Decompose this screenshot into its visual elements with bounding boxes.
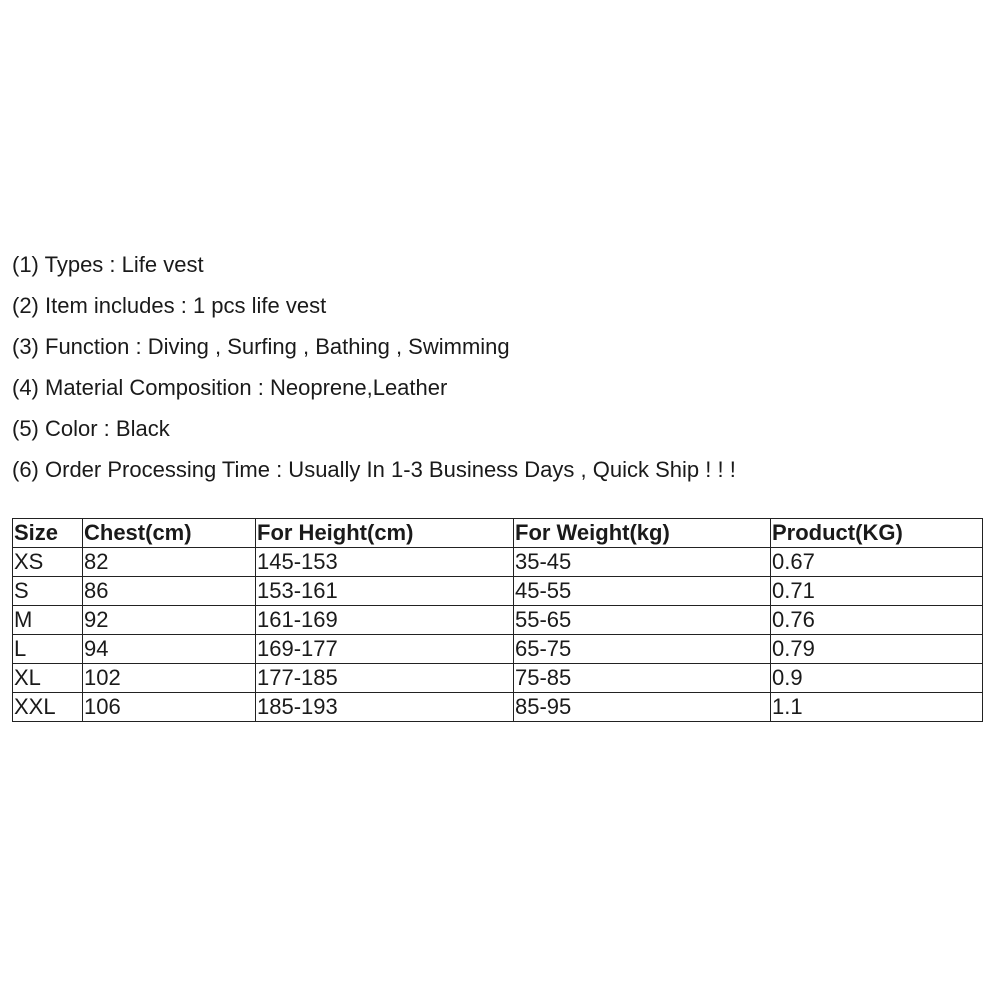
cell-size: L xyxy=(13,635,83,664)
cell-chest: 106 xyxy=(83,693,256,722)
table-row xyxy=(13,577,983,606)
cell-product-weight: 0.71 xyxy=(771,577,983,606)
cell-height: 145-153 xyxy=(256,548,514,577)
cell-height: 185-193 xyxy=(256,693,514,722)
cell-size: XXL xyxy=(13,693,83,722)
cell-size: XS xyxy=(13,548,83,577)
spec-material: (4) Material Composition : Neoprene,Leather xyxy=(12,375,448,400)
cell-weight: 65-75 xyxy=(514,635,771,664)
cell-chest: 102 xyxy=(83,664,256,693)
cell-height: 177-185 xyxy=(256,664,514,693)
cell-chest: 92 xyxy=(83,606,256,635)
cell-weight: 75-85 xyxy=(514,664,771,693)
table-header-row xyxy=(13,519,983,548)
spec-processing-time: (6) Order Processing Time : Usually In 1-3 Business Days , Quick Ship ! ! ! xyxy=(12,457,736,482)
cell-size: S xyxy=(13,577,83,606)
cell-weight: 45-55 xyxy=(514,577,771,606)
table-row xyxy=(13,548,983,577)
spec-color: (5) Color : Black xyxy=(12,416,170,441)
spec-types: (1) Types : Life vest xyxy=(12,252,204,277)
cell-product-weight: 0.9 xyxy=(771,664,983,693)
size-chart-table xyxy=(12,518,983,722)
cell-weight: 35-45 xyxy=(514,548,771,577)
cell-size: M xyxy=(13,606,83,635)
cell-height: 169-177 xyxy=(256,635,514,664)
cell-height: 161-169 xyxy=(256,606,514,635)
spec-item-includes: (2) Item includes : 1 pcs life vest xyxy=(12,293,327,318)
product-specs-list xyxy=(12,244,736,490)
header-chest: Chest(cm) xyxy=(83,519,256,548)
table-row xyxy=(13,693,983,722)
spec-function: (3) Function : Diving , Surfing , Bathing , Swimming xyxy=(12,334,510,359)
cell-chest: 86 xyxy=(83,577,256,606)
cell-product-weight: 0.67 xyxy=(771,548,983,577)
cell-height: 153-161 xyxy=(256,577,514,606)
header-product-weight: Product(KG) xyxy=(771,519,983,548)
cell-weight: 85-95 xyxy=(514,693,771,722)
header-size: Size xyxy=(13,519,83,548)
header-weight: For Weight(kg) xyxy=(514,519,771,548)
table-row xyxy=(13,664,983,693)
cell-size: XL xyxy=(13,664,83,693)
cell-weight: 55-65 xyxy=(514,606,771,635)
cell-product-weight: 0.76 xyxy=(771,606,983,635)
cell-chest: 94 xyxy=(83,635,256,664)
cell-product-weight: 0.79 xyxy=(771,635,983,664)
header-height: For Height(cm) xyxy=(256,519,514,548)
table-row xyxy=(13,606,983,635)
table-row xyxy=(13,635,983,664)
cell-chest: 82 xyxy=(83,548,256,577)
cell-product-weight: 1.1 xyxy=(771,693,983,722)
